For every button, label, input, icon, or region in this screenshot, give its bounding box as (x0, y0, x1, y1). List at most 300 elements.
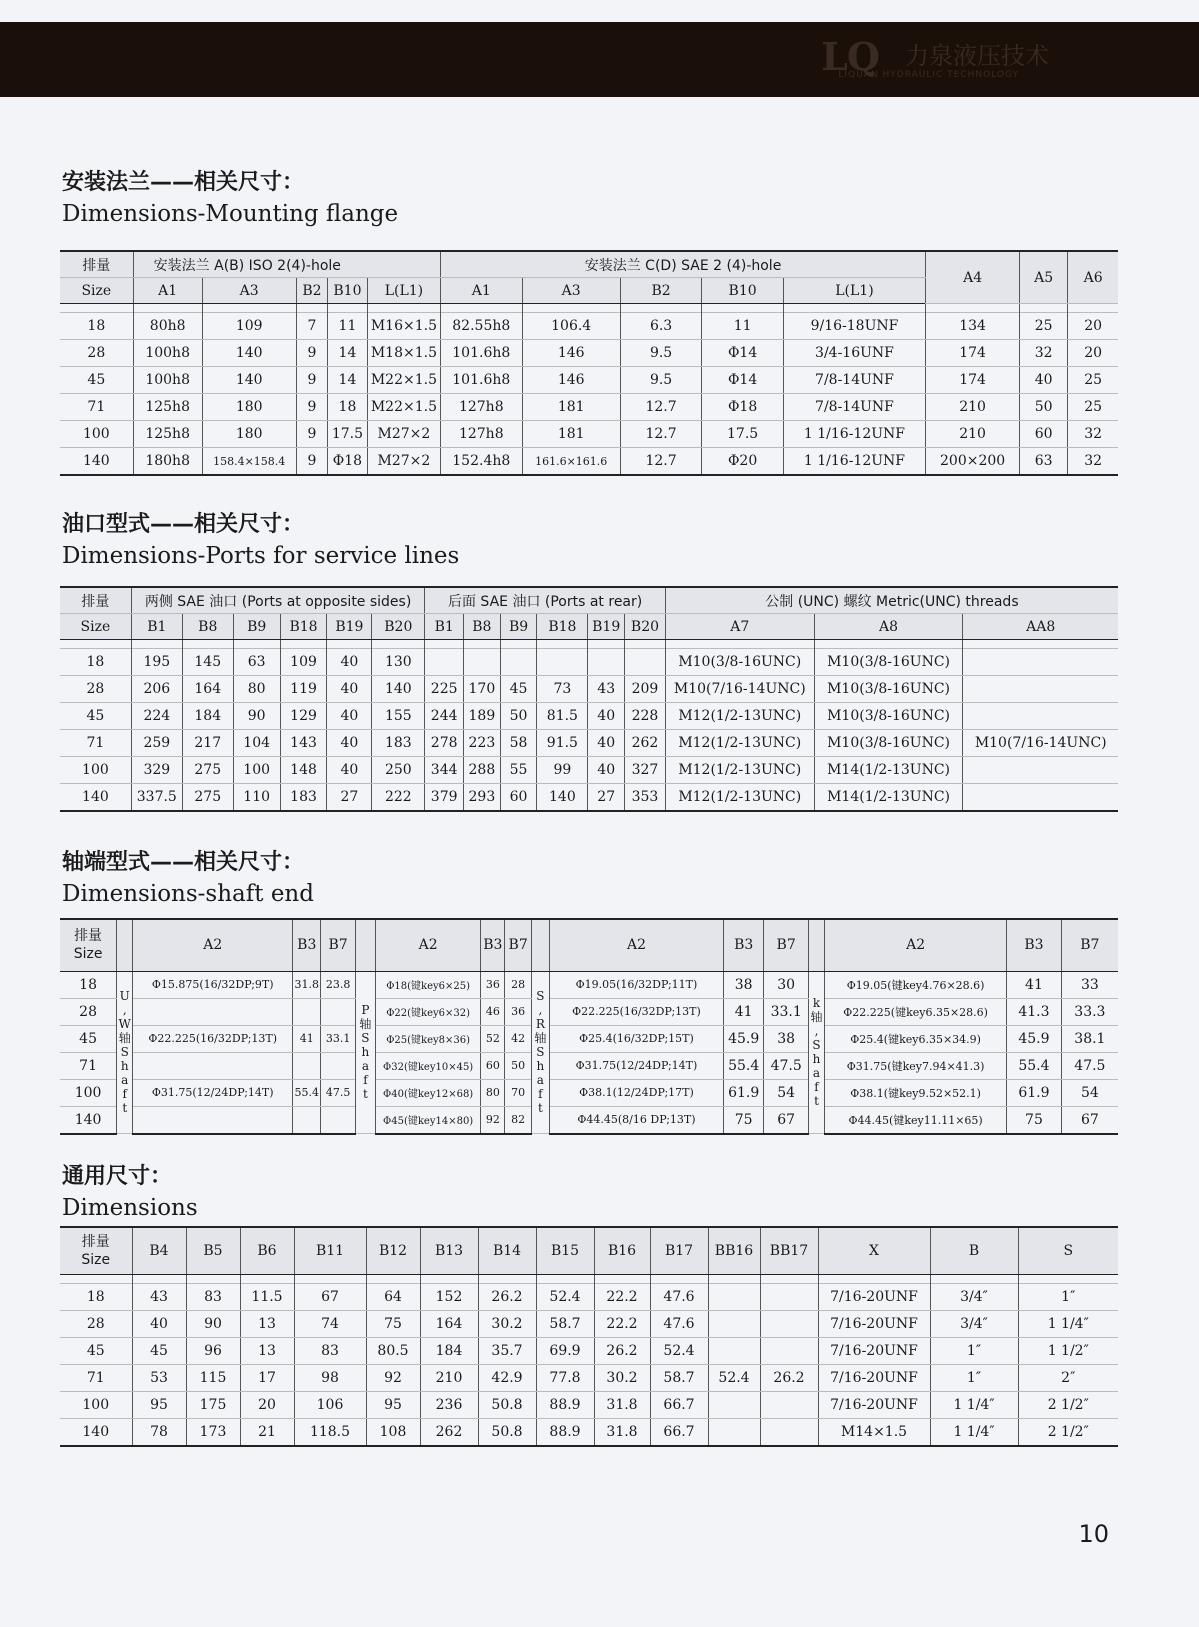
table-cell: 83 (294, 1338, 366, 1365)
table-cell: Φ14 (702, 340, 784, 367)
table-cell: 278 (425, 730, 464, 757)
table-cell: 9 (296, 421, 327, 448)
table-cell (321, 1052, 355, 1079)
header-group-iso: 安装法兰 A(B) ISO 2(4)-hole (133, 251, 440, 278)
column-header: B19 (327, 614, 372, 640)
shaft-type-char: P (361, 1003, 370, 1018)
table-cell: 12.7 (620, 421, 702, 448)
header-size-cn: 排量 (74, 928, 103, 945)
shaft-type-char: k (812, 996, 821, 1011)
table-cell: 125h8 (133, 421, 202, 448)
table-cell: 74 (294, 1311, 366, 1338)
table-cell: 40 (327, 730, 372, 757)
table-cell: 173 (186, 1419, 240, 1447)
table-cell (963, 703, 1118, 730)
table-cell: Φ22.225(16/32DP;13T) (549, 998, 723, 1025)
table-cell: 130 (372, 649, 425, 676)
table-cell: 63 (1020, 448, 1068, 476)
table-cell: Φ32(键key10×45) (376, 1052, 481, 1079)
table-cell: 45 (132, 1338, 186, 1365)
table-cell: Φ44.45(键key11.11×65) (825, 1106, 1007, 1134)
table-row (60, 1052, 1118, 1079)
table-cell: 83 (186, 1284, 240, 1311)
table-cell: M14(1/2-13UNC) (814, 757, 963, 784)
table-cell: 134 (926, 313, 1020, 340)
table-cell: 26.2 (594, 1338, 650, 1365)
table-row (60, 757, 1118, 784)
table-cell: 259 (131, 730, 182, 757)
column-header: X (818, 1227, 930, 1275)
table-cell: 58 (500, 730, 537, 757)
shaft-type-char: , (814, 1024, 819, 1039)
table-cell: 174 (926, 340, 1020, 367)
table-cell: 225 (425, 676, 464, 703)
column-header: B11 (294, 1227, 366, 1275)
size-cell: 140 (60, 1106, 117, 1134)
size-cell: 140 (60, 1419, 132, 1447)
table-cell (625, 649, 666, 676)
table-cell: 60 (481, 1052, 505, 1079)
table-cell: 47.5 (764, 1052, 809, 1079)
table-cell (760, 1338, 818, 1365)
column-header: B3 (481, 919, 505, 971)
column-header: B19 (588, 614, 625, 640)
header-size-en: Size (60, 614, 131, 640)
size-cell: 140 (60, 784, 131, 812)
table-cell: M10(3/8-16UNC) (814, 730, 963, 757)
table-cell: 152.4h8 (441, 448, 523, 476)
table-row (60, 730, 1118, 757)
table-row (60, 784, 1118, 812)
table-cell (963, 757, 1118, 784)
table-row (60, 649, 1118, 676)
table-cell: 115 (186, 1365, 240, 1392)
table-cell: 54 (764, 1079, 809, 1106)
table-cell: 180 (202, 421, 296, 448)
shaft-type-char: t (814, 1094, 819, 1109)
table-cell: 40 (1020, 367, 1068, 394)
table-cell: 183 (372, 730, 425, 757)
column-header: L(L1) (367, 278, 440, 304)
table-cell: 106.4 (522, 313, 620, 340)
table-cell: 9 (296, 340, 327, 367)
header-size (60, 1227, 132, 1275)
table-cell (708, 1284, 760, 1311)
column-header: L(L1) (783, 278, 925, 304)
table-cell: 40 (327, 649, 372, 676)
shaft-type-label (117, 971, 133, 1134)
table-cell: M18×1.5 (367, 340, 440, 367)
table-row (60, 367, 1118, 394)
table-cell: 217 (182, 730, 233, 757)
table-cell (293, 1106, 321, 1134)
table-cell (708, 1419, 760, 1447)
table-cell: 41 (1007, 971, 1062, 998)
shaft-type-char: 轴 (810, 1010, 823, 1025)
table-cell: 2 1/2″ (1018, 1419, 1118, 1447)
table-cell: 224 (131, 703, 182, 730)
table-cell: 52.4 (650, 1338, 708, 1365)
table-cell: 40 (327, 676, 372, 703)
table-cell: Φ25.4(16/32DP;15T) (549, 1025, 723, 1052)
table-row (60, 1365, 1118, 1392)
table-cell: 52.4 (536, 1284, 594, 1311)
table-cell: 18 (328, 394, 368, 421)
table-cell: 61.9 (723, 1079, 763, 1106)
table-cell: 25 (1068, 367, 1118, 394)
shaft-type-char: S (120, 1045, 129, 1060)
table-cell: Φ15.875(16/32DP;9T) (133, 971, 293, 998)
table-cell: Φ14 (702, 367, 784, 394)
table-cell: 1″ (930, 1338, 1018, 1365)
table-cell: 20 (240, 1392, 294, 1419)
table-cell: 47.5 (321, 1079, 355, 1106)
table-cell: 80.5 (366, 1338, 420, 1365)
shaft-type-char: S (361, 1031, 370, 1046)
shaft-type-char: 轴 (359, 1017, 372, 1032)
column-header: B5 (186, 1227, 240, 1275)
table-cell: 11.5 (240, 1284, 294, 1311)
table-cell: 1″ (1018, 1284, 1118, 1311)
table-cell: 50.8 (478, 1392, 536, 1419)
company-logo: LQ (821, 34, 879, 79)
table-cell: 158.4×158.4 (202, 448, 296, 476)
table-cell (425, 649, 464, 676)
table-cell: Φ19.05(键key4.76×28.6) (825, 971, 1007, 998)
header-size-cn: 排量 (60, 587, 131, 614)
size-cell: 18 (60, 313, 133, 340)
table-cell: 17.5 (702, 421, 784, 448)
table-cell: 27 (588, 784, 625, 812)
table-cell: 66.7 (650, 1392, 708, 1419)
table-cell: Φ18 (328, 448, 368, 476)
table-row (60, 1284, 1118, 1311)
table-cell: 110 (233, 784, 280, 812)
column-header: B10 (702, 278, 784, 304)
table-cell: 1 1/4″ (930, 1392, 1018, 1419)
table-cell: 145 (182, 649, 233, 676)
table-cell: 7/16-20UNF (818, 1365, 930, 1392)
table-cell: 140 (372, 676, 425, 703)
table-cell: 40 (588, 703, 625, 730)
table-cell (537, 649, 588, 676)
table-cell: Φ44.45(8/16 DP;13T) (549, 1106, 723, 1134)
table-cell: 70 (505, 1079, 531, 1106)
table-cell: 54 (1061, 1079, 1118, 1106)
table-cell: 181 (522, 421, 620, 448)
table-cell: 63 (233, 649, 280, 676)
table-cell: 66.7 (650, 1419, 708, 1447)
table-cell: Φ22(键key6×32) (376, 998, 481, 1025)
shaft-type-char: R (535, 1017, 545, 1032)
table-cell: 30 (764, 971, 809, 998)
table-cell: 40 (327, 757, 372, 784)
column-header: B7 (764, 919, 809, 971)
table-cell: 228 (625, 703, 666, 730)
table-cell: 14 (328, 367, 368, 394)
column-header: BB17 (760, 1227, 818, 1275)
size-cell: 28 (60, 998, 117, 1025)
table-cell: 1″ (930, 1365, 1018, 1392)
table-cell: 77.8 (536, 1365, 594, 1392)
table-cell (963, 649, 1118, 676)
table-cell: 30.2 (594, 1365, 650, 1392)
size-cell: 100 (60, 757, 131, 784)
column-header: B18 (280, 614, 327, 640)
table-cell: 53 (132, 1365, 186, 1392)
table-cell: 26.2 (760, 1365, 818, 1392)
table-cell: 45.9 (1007, 1025, 1062, 1052)
shaft-type-char: , (122, 1003, 127, 1018)
table-cell: Φ25(键key8×36) (376, 1025, 481, 1052)
shaft-type-char: S (536, 989, 545, 1004)
table-cell: Φ31.75(12/24DP;14T) (549, 1052, 723, 1079)
header-a4: A4 (926, 251, 1020, 304)
table-cell: 262 (420, 1419, 478, 1447)
column-header: B20 (625, 614, 666, 640)
shaft-type-char: a (121, 1073, 129, 1088)
size-cell: 45 (60, 367, 133, 394)
column-header: A2 (133, 919, 293, 971)
table-cell: 36 (481, 971, 505, 998)
size-cell: 71 (60, 394, 133, 421)
table-row (60, 1079, 1118, 1106)
table-row (60, 676, 1118, 703)
shaft-type-char: h (361, 1045, 370, 1060)
table-row (60, 1106, 1118, 1134)
table-row (60, 313, 1118, 340)
table-cell: 101.6h8 (441, 367, 523, 394)
section-title-cn: 安装法兰——相关尺寸： (62, 170, 305, 195)
table-cell: 109 (280, 649, 327, 676)
header-a6: A6 (1068, 251, 1118, 304)
table-cell: 82.55h8 (441, 313, 523, 340)
table-cell (133, 1106, 293, 1134)
column-header: B14 (478, 1227, 536, 1275)
table-cell: 109 (202, 313, 296, 340)
column-header: B18 (537, 614, 588, 640)
shaft-type-char: f (363, 1073, 368, 1088)
table-cell: 3/4″ (930, 1311, 1018, 1338)
size-cell: 71 (60, 1052, 117, 1079)
shaft-type-char: a (536, 1073, 544, 1088)
column-header: BB16 (708, 1227, 760, 1275)
table-cell: 40 (132, 1311, 186, 1338)
header-size-cn: 排量 (81, 1234, 110, 1250)
shaft-type-char: a (361, 1059, 369, 1074)
table-cell (293, 1052, 321, 1079)
column-header: A3 (522, 278, 620, 304)
section-title-en: Dimensions-Mounting flange (62, 201, 399, 227)
table-cell: 43 (588, 676, 625, 703)
table-cell: 146 (522, 340, 620, 367)
column-header: B3 (293, 919, 321, 971)
header-size-cn: 排量 (60, 251, 133, 278)
shaft-type-spacer (531, 919, 549, 971)
table-cell: 175 (186, 1392, 240, 1419)
table-cell: 52 (481, 1025, 505, 1052)
table-cell: 50.8 (478, 1419, 536, 1447)
table-cell: 95 (132, 1392, 186, 1419)
table-cell: 88.9 (536, 1392, 594, 1419)
table-cell: 104 (233, 730, 280, 757)
table-cell: 17 (240, 1365, 294, 1392)
column-header: B13 (420, 1227, 478, 1275)
table-cell: 40 (588, 730, 625, 757)
table-cell: 14 (328, 340, 368, 367)
table-cell: 58.7 (536, 1311, 594, 1338)
column-header: A7 (665, 614, 814, 640)
table-cell: M14×1.5 (818, 1419, 930, 1447)
table-cell: 148 (280, 757, 327, 784)
table-cell: 31.8 (293, 971, 321, 998)
table-cell: 61.9 (1007, 1079, 1062, 1106)
table-cell: 75 (723, 1106, 763, 1134)
table-cell: 127h8 (441, 421, 523, 448)
table-cell: 92 (481, 1106, 505, 1134)
table-cell: 26.2 (478, 1284, 536, 1311)
shaft-type-char: a (812, 1066, 821, 1081)
table-cell: 181 (522, 394, 620, 421)
table-cell: Φ25.4(键key6.35×34.9) (825, 1025, 1007, 1052)
table-cell: 288 (464, 757, 501, 784)
table-cell: 189 (464, 703, 501, 730)
table-cell: 73 (537, 676, 588, 703)
table-cell: 200×200 (926, 448, 1020, 476)
size-cell: 18 (60, 649, 131, 676)
table-cell: 45 (500, 676, 537, 703)
shaft-type-char: h (812, 1052, 821, 1067)
column-header: B2 (296, 278, 327, 304)
shaft-type-char: t (537, 1101, 543, 1116)
table-cell (963, 676, 1118, 703)
table-row (60, 971, 1118, 998)
table-cell (133, 998, 293, 1025)
table-cell: M22×1.5 (367, 367, 440, 394)
table-cell: 100h8 (133, 340, 202, 367)
table-cell: 344 (425, 757, 464, 784)
size-cell: 45 (60, 703, 131, 730)
size-cell: 45 (60, 1338, 132, 1365)
section-title-en: Dimensions-Ports for service lines (62, 543, 460, 569)
section-shaft-end (62, 848, 1162, 910)
table-cell: 91.5 (537, 730, 588, 757)
table-cell: 30.2 (478, 1311, 536, 1338)
table-cell: 9 (296, 448, 327, 476)
company-name-cn: 力泉液压技术 (905, 42, 1049, 70)
table-cell: 20 (1068, 313, 1118, 340)
shaft-type-char: S (536, 1045, 545, 1060)
shaft-type-char: f (814, 1080, 819, 1095)
table-row (60, 394, 1118, 421)
table-cell: 118.5 (294, 1419, 366, 1447)
table-cell: 161.6×161.6 (522, 448, 620, 476)
table-cell: 209 (625, 676, 666, 703)
table-cell: 7 (296, 313, 327, 340)
table-cell (133, 1052, 293, 1079)
table-cell: 52.4 (708, 1365, 760, 1392)
table-cell: 90 (233, 703, 280, 730)
table-cell: 22.2 (594, 1311, 650, 1338)
table-cell: 32 (1020, 340, 1068, 367)
table-cell (963, 784, 1118, 812)
table-cell: M12(1/2-13UNC) (665, 784, 814, 812)
table-cell: 21 (240, 1419, 294, 1447)
column-header: B9 (500, 614, 537, 640)
table-cell: 155 (372, 703, 425, 730)
column-header: A3 (202, 278, 296, 304)
table-cell: 38 (764, 1025, 809, 1052)
table-cell: 184 (420, 1338, 478, 1365)
table-cell (500, 649, 537, 676)
table-cell: 9 (296, 367, 327, 394)
table-cell: 45.9 (723, 1025, 763, 1052)
table-cell: 140 (202, 340, 296, 367)
table-cell: 80 (481, 1079, 505, 1106)
table-cell: 210 (420, 1365, 478, 1392)
section-title-cn: 轴端型式——相关尺寸： (62, 850, 305, 875)
table-cell (321, 1106, 355, 1134)
table-cell: 143 (280, 730, 327, 757)
column-header: B3 (1007, 919, 1062, 971)
column-header: A1 (133, 278, 202, 304)
table-cell: 11 (328, 313, 368, 340)
shaft-type-char: S (812, 1038, 821, 1053)
column-header: AA8 (963, 614, 1118, 640)
table-cell: 180h8 (133, 448, 202, 476)
header-size-en: Size (60, 278, 133, 304)
table-cell: 55.4 (1007, 1052, 1062, 1079)
column-header: B12 (366, 1227, 420, 1275)
column-header: B9 (233, 614, 280, 640)
table-cell: 3/4-16UNF (783, 340, 925, 367)
table-cell (708, 1338, 760, 1365)
table-cell: 33.3 (1061, 998, 1118, 1025)
column-header: B7 (505, 919, 531, 971)
column-header: A2 (825, 919, 1007, 971)
table-cell: Φ38.1(键key9.52×52.1) (825, 1079, 1007, 1106)
table-cell: 20 (1068, 340, 1118, 367)
table-cell: 1 1/16-12UNF (783, 448, 925, 476)
table-cell: 38.1 (1061, 1025, 1118, 1052)
table-cell: 75 (366, 1311, 420, 1338)
table-cell: 1 1/16-12UNF (783, 421, 925, 448)
table-row (60, 1025, 1118, 1052)
section-general (62, 1162, 1162, 1224)
size-cell: 45 (60, 1025, 117, 1052)
table-cell: Φ40(键key12×68) (376, 1079, 481, 1106)
table-cell: M10(3/8-16UNC) (814, 649, 963, 676)
table-cell: 98 (294, 1365, 366, 1392)
table-cell: 262 (625, 730, 666, 757)
table-cell: 80 (233, 676, 280, 703)
table-cell (293, 998, 321, 1025)
table-cell: 40 (588, 757, 625, 784)
table-cell: 90 (186, 1311, 240, 1338)
section-title-cn: 通用尺寸： (62, 1164, 173, 1189)
table-general (60, 1226, 1118, 1447)
table-row (60, 1419, 1118, 1447)
column-header: B8 (182, 614, 233, 640)
shaft-type-label (531, 971, 549, 1134)
table-cell: M10(3/8-16UNC) (665, 649, 814, 676)
table-cell: 293 (464, 784, 501, 812)
column-header: A2 (376, 919, 481, 971)
table-cell: 127h8 (441, 394, 523, 421)
column-header: B20 (372, 614, 425, 640)
shaft-type-label (808, 971, 824, 1134)
table-cell: 1 1/4″ (930, 1419, 1018, 1447)
